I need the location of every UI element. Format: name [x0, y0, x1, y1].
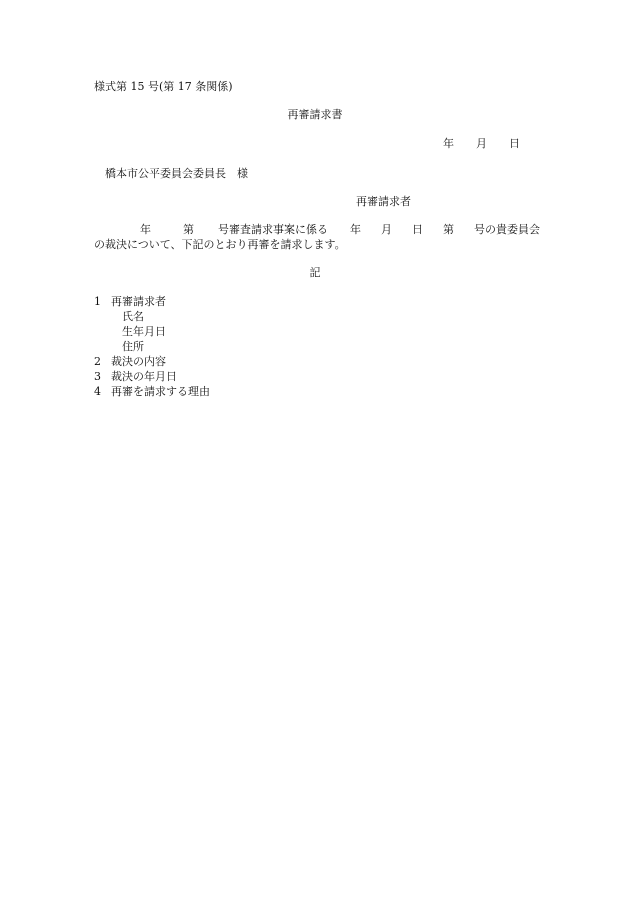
body-number-prefix-2: 第: [443, 223, 454, 236]
item-label: 裁決の年月日: [111, 370, 177, 383]
date-day-label: 日: [509, 137, 520, 150]
item-number: 2: [94, 355, 101, 368]
subitem-name: 氏名: [122, 310, 144, 323]
addressee: 橋本市公平委員会委員長 様: [105, 167, 248, 180]
form-number: 様式第 15 号(第 17 条関係): [94, 80, 233, 93]
body-year-2: 年: [350, 223, 361, 236]
item-label: 再審請求者: [111, 295, 166, 308]
body-phrase-1: 号審査請求事案に係る: [218, 223, 328, 236]
subitem-address: 住所: [122, 340, 144, 353]
body-phrase-2: 号の貴委員会: [474, 223, 540, 236]
item-label: 再審を請求する理由: [111, 385, 210, 398]
body-month-2: 月: [381, 223, 392, 236]
requester-label: 再審請求者: [356, 195, 411, 208]
date-year-label: 年: [443, 137, 454, 150]
body-line-1: [94, 223, 540, 238]
body-year: 年: [140, 223, 151, 236]
body-line-2: の裁決について、下記のとおり再審を請求します。: [94, 238, 346, 251]
item-number: 4: [94, 385, 101, 398]
list-item: [94, 355, 210, 370]
list-item: [94, 370, 210, 385]
item-label: 裁決の内容: [111, 355, 166, 368]
body-number-prefix: 第: [183, 223, 194, 236]
list-item: [94, 295, 210, 310]
subitem-birthdate: 生年月日: [122, 325, 166, 338]
date-line: [443, 137, 520, 152]
item-number: 3: [94, 370, 101, 383]
document-title: 再審請求書: [287, 108, 343, 121]
ki-heading: 記: [309, 266, 321, 279]
item-number: 1: [94, 295, 101, 308]
date-month-label: 月: [476, 137, 487, 150]
list-item: [94, 385, 210, 400]
body-day-2: 日: [412, 223, 423, 236]
item-list: [94, 295, 210, 400]
